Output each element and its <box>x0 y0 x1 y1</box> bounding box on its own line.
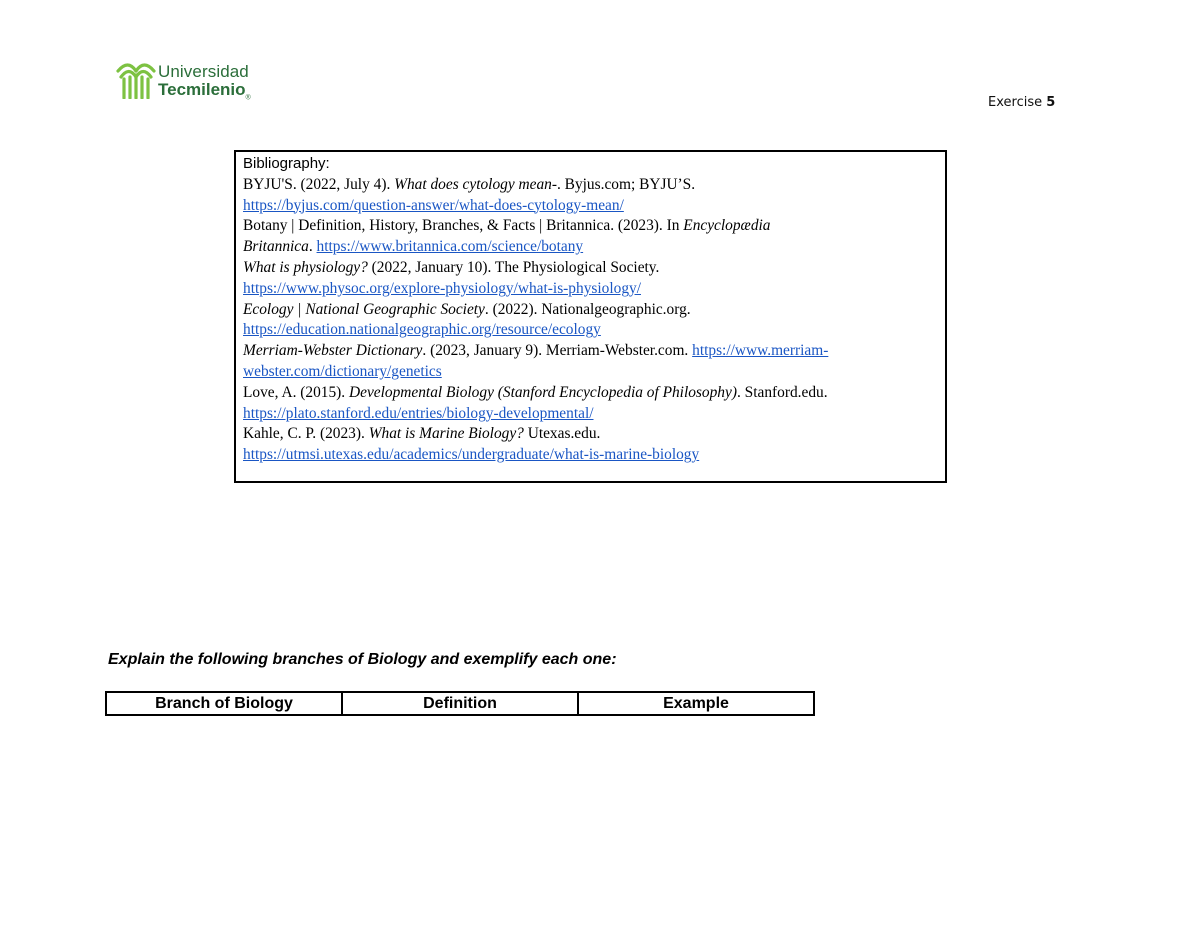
university-logo <box>116 57 276 101</box>
bib-text: Botany | Definition, History, Branches, & Facts | Britannica. (2023). In <box>243 217 684 235</box>
bib-title: Encyclopædia <box>683 217 771 235</box>
tecmilenio-leaf-icon <box>116 57 156 99</box>
bib-entry-merriam <box>243 341 945 362</box>
header-definition: Definition <box>342 692 578 715</box>
instruction-text: Explain the following branches of Biology and exemplify each one: <box>108 651 617 668</box>
bib-entry-britannica <box>243 216 945 237</box>
bib-title: Merriam-Webster Dictionary <box>243 342 423 360</box>
bib-text: Kahle, C. P. (2023). <box>243 425 369 443</box>
bib-link-natgeo[interactable]: https://education.nationalgeographic.org/resource/ecology <box>243 321 601 339</box>
bib-link-merriam-cont[interactable]: webster.com/dictionary/genetics <box>243 362 442 380</box>
bibliography-heading: Bibliography: <box>243 155 330 172</box>
bib-title: What is Marine Biology? <box>368 425 524 443</box>
bib-entry-utexas <box>243 424 945 445</box>
registered-mark: ® <box>245 94 251 102</box>
exercise-label <box>988 95 1055 110</box>
bib-text: (2022, January 10). The Physiological Society. <box>367 258 660 276</box>
bib-text: . (2022). Nationalgeographic.org. <box>484 300 691 318</box>
bib-link-byjus[interactable]: https://byjus.com/question-answer/what-does-cytology-mean/ <box>243 196 624 214</box>
bib-title: Developmental Biology (Stanford Encyclopedia of Philosophy) <box>349 383 737 401</box>
logo-wordmark: Tecmilenio <box>158 80 246 99</box>
header-branch: Branch of Biology <box>106 692 342 715</box>
exercise-word: Exercise <box>988 95 1043 110</box>
bib-entry-natgeo <box>243 300 945 321</box>
branches-table <box>105 691 815 716</box>
bib-text: . <box>308 238 317 256</box>
bib-text: . (2023, January 9). Merriam-Webster.com. <box>422 342 693 360</box>
bib-text: . Byjus.com; BYJU’S. <box>556 175 696 193</box>
bib-title: What is physiology? <box>243 258 368 276</box>
bibliography-box <box>234 150 947 483</box>
bib-title: Ecology | National Geographic Society <box>243 300 485 318</box>
bib-text: BYJU'S. (2022, July 4). <box>243 175 395 193</box>
bib-text: Love, A. (2015). <box>243 383 350 401</box>
bib-title: What does cytology mean- <box>394 175 557 193</box>
logo-text-tecmilenio <box>158 80 251 101</box>
bib-text: . Stanford.edu. <box>736 383 828 401</box>
bib-entry-byjus <box>243 175 945 196</box>
bib-link-merriam[interactable]: https://www.merriam- <box>692 342 829 360</box>
logo-text-universidad: Universidad <box>158 62 249 81</box>
bib-link-utexas[interactable]: https://utmsi.utexas.edu/academics/undergraduate/what-is-marine-biology <box>243 446 700 464</box>
table-header-row <box>106 692 814 715</box>
bib-link-britannica[interactable]: https://www.britannica.com/science/botany <box>316 238 584 256</box>
exercise-number: 5 <box>1046 95 1056 110</box>
bib-title: Britannica <box>243 238 309 256</box>
header-example: Example <box>578 692 814 715</box>
bib-link-physoc[interactable]: https://www.physoc.org/explore-physiology/what-is-physiology/ <box>243 279 641 297</box>
bib-entry-physoc <box>243 258 945 279</box>
bib-link-stanford[interactable]: https://plato.stanford.edu/entries/biology-developmental/ <box>243 404 594 422</box>
bib-entry-stanford <box>243 383 945 404</box>
bib-text: Utexas.edu. <box>523 425 601 443</box>
